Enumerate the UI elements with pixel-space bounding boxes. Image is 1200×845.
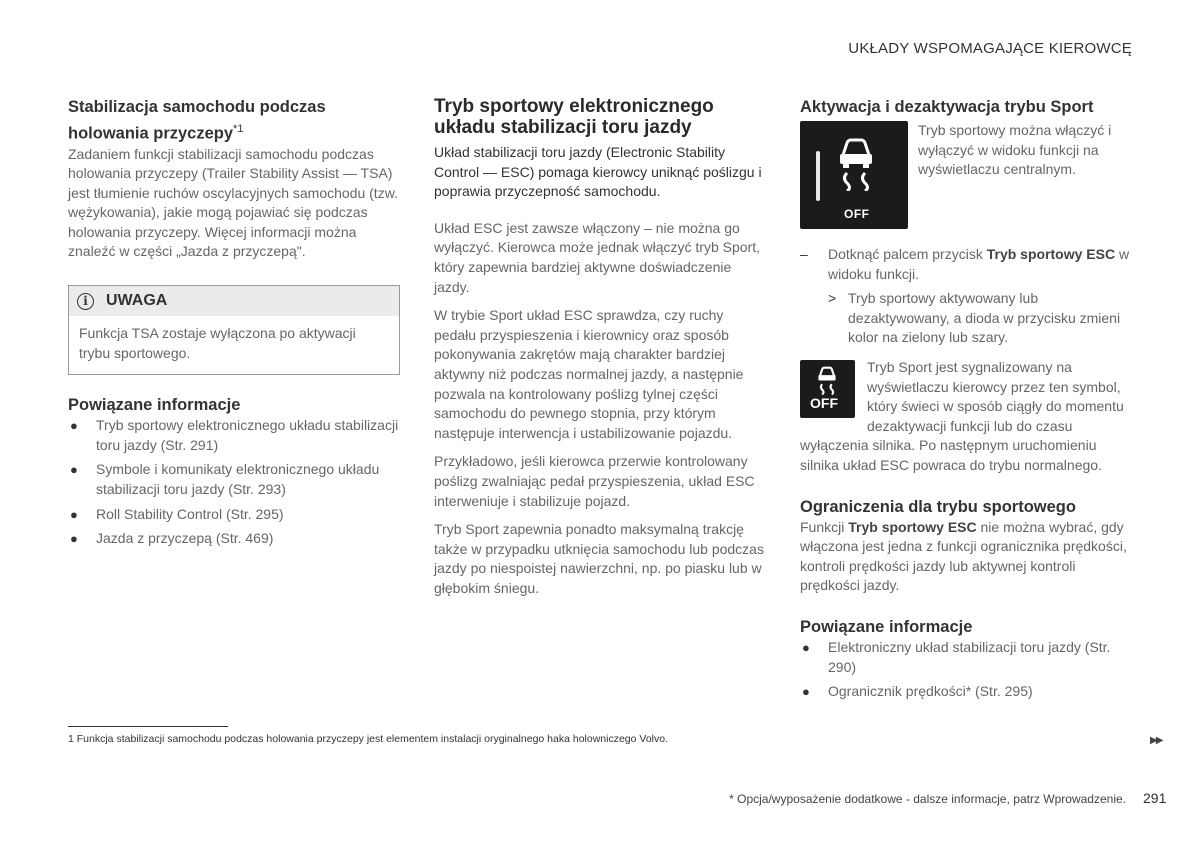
optional-equipment-note: * Opcja/wyposażenie dodatkowe - dalsze informacje, patrz Wprowadzenie. — [729, 792, 1126, 806]
related-link[interactable]: ● Tryb sportowy elektronicznego układu stabilizacji toru jazdy (Str. 291) — [70, 417, 399, 453]
sport-mode-button-image — [800, 121, 908, 229]
related-link[interactable]: ● Elektroniczny układ stabilizacji toru jazdy (Str. 290) — [802, 638, 1111, 675]
body-paragraph: Układ ESC jest zawsze włączony – nie można go wyłączyć. Kierowca może jednak włączyć tryb Sport, który zapewnia bardziej aktywne doświadczenie jazdy. — [434, 219, 760, 295]
page-number: 291 — [1143, 790, 1167, 806]
body-paragraph: Tryb Sport zapewnia ponadto maksymalną trakcję także w przypadku utknięcia samochodu lub podczas jazdy po niespoistej nawierzchni, np. po piasku lub w głębokim śniegu. — [434, 521, 764, 596]
main-heading: Tryb sportowy elektronicznego układu stabilizacji toru jazdy — [434, 96, 714, 138]
note-header — [69, 286, 399, 316]
function-name: Tryb sportowy ESC — [986, 246, 1116, 262]
related-link[interactable]: ● Symbole i komunikaty elektronicznego układu stabilizacji toru jazdy (Str. 293) — [70, 461, 380, 498]
indicator-bar — [816, 151, 820, 201]
instruction-result: > Tryb sportowy aktywowany lub dezaktywowany, a dioda w przycisku zmieni kolor na zielony lub szary. — [828, 290, 1121, 346]
related-heading: Powiązane informacje — [68, 396, 241, 415]
off-label: OFF — [810, 394, 838, 411]
esc-off-symbol-icon — [812, 365, 842, 395]
section-heading — [68, 96, 400, 145]
heading-text: Stabilizacja samochodu podczas holowania przyczepy — [68, 98, 326, 143]
body-paragraph: W trybie Sport układ ESC sprawdza, czy ruchy pedału przyspieszenia i kierownicy oraz sposób pokonywania zakrętów mają charakter bardziej aktywny niż podczas normalnej jazdy, a następnie pozwala na kontrolowany poślizg tylnej części samochodu do pewnego stopnia, przy którym następuje interwencja i ustabilizowanie pojazdu. — [434, 307, 744, 441]
bullet-icon: ● — [70, 418, 78, 434]
dash-mark: – — [800, 246, 808, 262]
info-icon: i — [77, 293, 94, 310]
section-heading: Aktywacja i dezaktywacja trybu Sport — [800, 98, 1094, 116]
bullet-icon: ● — [802, 639, 810, 655]
body-paragraph: Przykładowo, jeśli kierowca przerwie kontrolowany poślizg zwalniając pedał przyspieszenia, układ ESC interweniuje i stabilizuje pojazd. — [434, 453, 755, 509]
related-link[interactable]: ● Ogranicznik prędkości* (Str. 295) — [800, 682, 1132, 702]
instruction-step: – Dotknąć palcem przycisk Tryb sportowy ESC w widoku funkcji. — [800, 246, 1130, 282]
body-paragraph: Tryb Sport jest sygnalizowany na wyświetlaczu kierowcy przez ten symbol, który świeci w sposób ciągły do momentu dezaktywacji funkcji lub do czasu wyłączenia silnika. Po następnym uruchomieniu silnika układ ESC powraca do trybu normalnego. — [800, 358, 1124, 473]
function-name: Tryb sportowy ESC — [848, 518, 977, 535]
footnote: 1 Funkcja stabilizacji samochodu podczas holowania przyczepy jest elementem instalacji oryginalnego haka holowniczego Volvo. — [68, 733, 668, 745]
related-link[interactable]: ● Jazda z przyczepą (Str. 469) — [68, 529, 400, 549]
footnote-ref[interactable]: *1 — [233, 123, 244, 135]
symbol-block — [800, 358, 1132, 476]
result-mark: > — [828, 290, 837, 307]
bullet-icon: ● — [802, 684, 810, 700]
continue-arrow-icon: ▶▶ — [1150, 735, 1162, 746]
off-label: OFF — [844, 207, 870, 221]
page-header-title: UKŁADY WSPOMAGAJĄCE KIEROWCĘ — [848, 40, 1132, 57]
column-activation — [800, 96, 1132, 707]
body-paragraph: Tryb sportowy można włączyć i wyłączyć w widoku funkcji na wyświetlaczu centralnym. — [918, 122, 1112, 178]
related-heading: Powiązane informacje — [800, 617, 973, 636]
related-list — [68, 416, 400, 549]
body-paragraph: Zadaniem funkcji stabilizacji samochodu podczas holowania przyczepy (Trailer Stability Assist — TSA) jest tłumienie ruchów oscylacyjnych samochodu (tzw. wężykowania), jakie mogą pojawiać się podczas holowania przyczepy. Więcej informacji można znaleźć w części „Jazda z przyczepą". — [68, 145, 398, 260]
column-trailer-stability — [68, 96, 400, 554]
related-link[interactable]: ● Roll Stability Control (Str. 295) — [68, 505, 400, 525]
intro-paragraph: Układ stabilizacji toru jazdy (Electronic Stability Control — ESC) pomaga kierowcy uniknąć poślizgu i poprawia przyczepność samochodu. — [434, 144, 762, 200]
bullet-icon: ● — [70, 462, 78, 478]
esc-off-skid-icon — [834, 135, 878, 191]
footnote-divider — [68, 726, 228, 727]
related-list — [800, 638, 1132, 702]
limits-heading: Ograniczenia dla trybu sportowego — [800, 497, 1076, 516]
body-paragraph: Funkcji Tryb sportowy ESC nie można wybrać, gdy włączona jest jedna z funkcji ogranicznika prędkości, kontroli prędkości jazdy lub aktywnej kontroli prędkości jazdy. — [800, 518, 1127, 594]
note-box — [68, 285, 400, 375]
note-title: UWAGA — [106, 292, 168, 310]
bullet-icon: ● — [70, 531, 78, 547]
bullet-icon: ● — [70, 506, 78, 522]
note-body: Funkcja TSA zostaje wyłączona po aktywacji trybu sportowego. — [79, 325, 356, 361]
column-sport-mode — [434, 96, 768, 598]
esc-off-symbol-image — [800, 360, 855, 418]
